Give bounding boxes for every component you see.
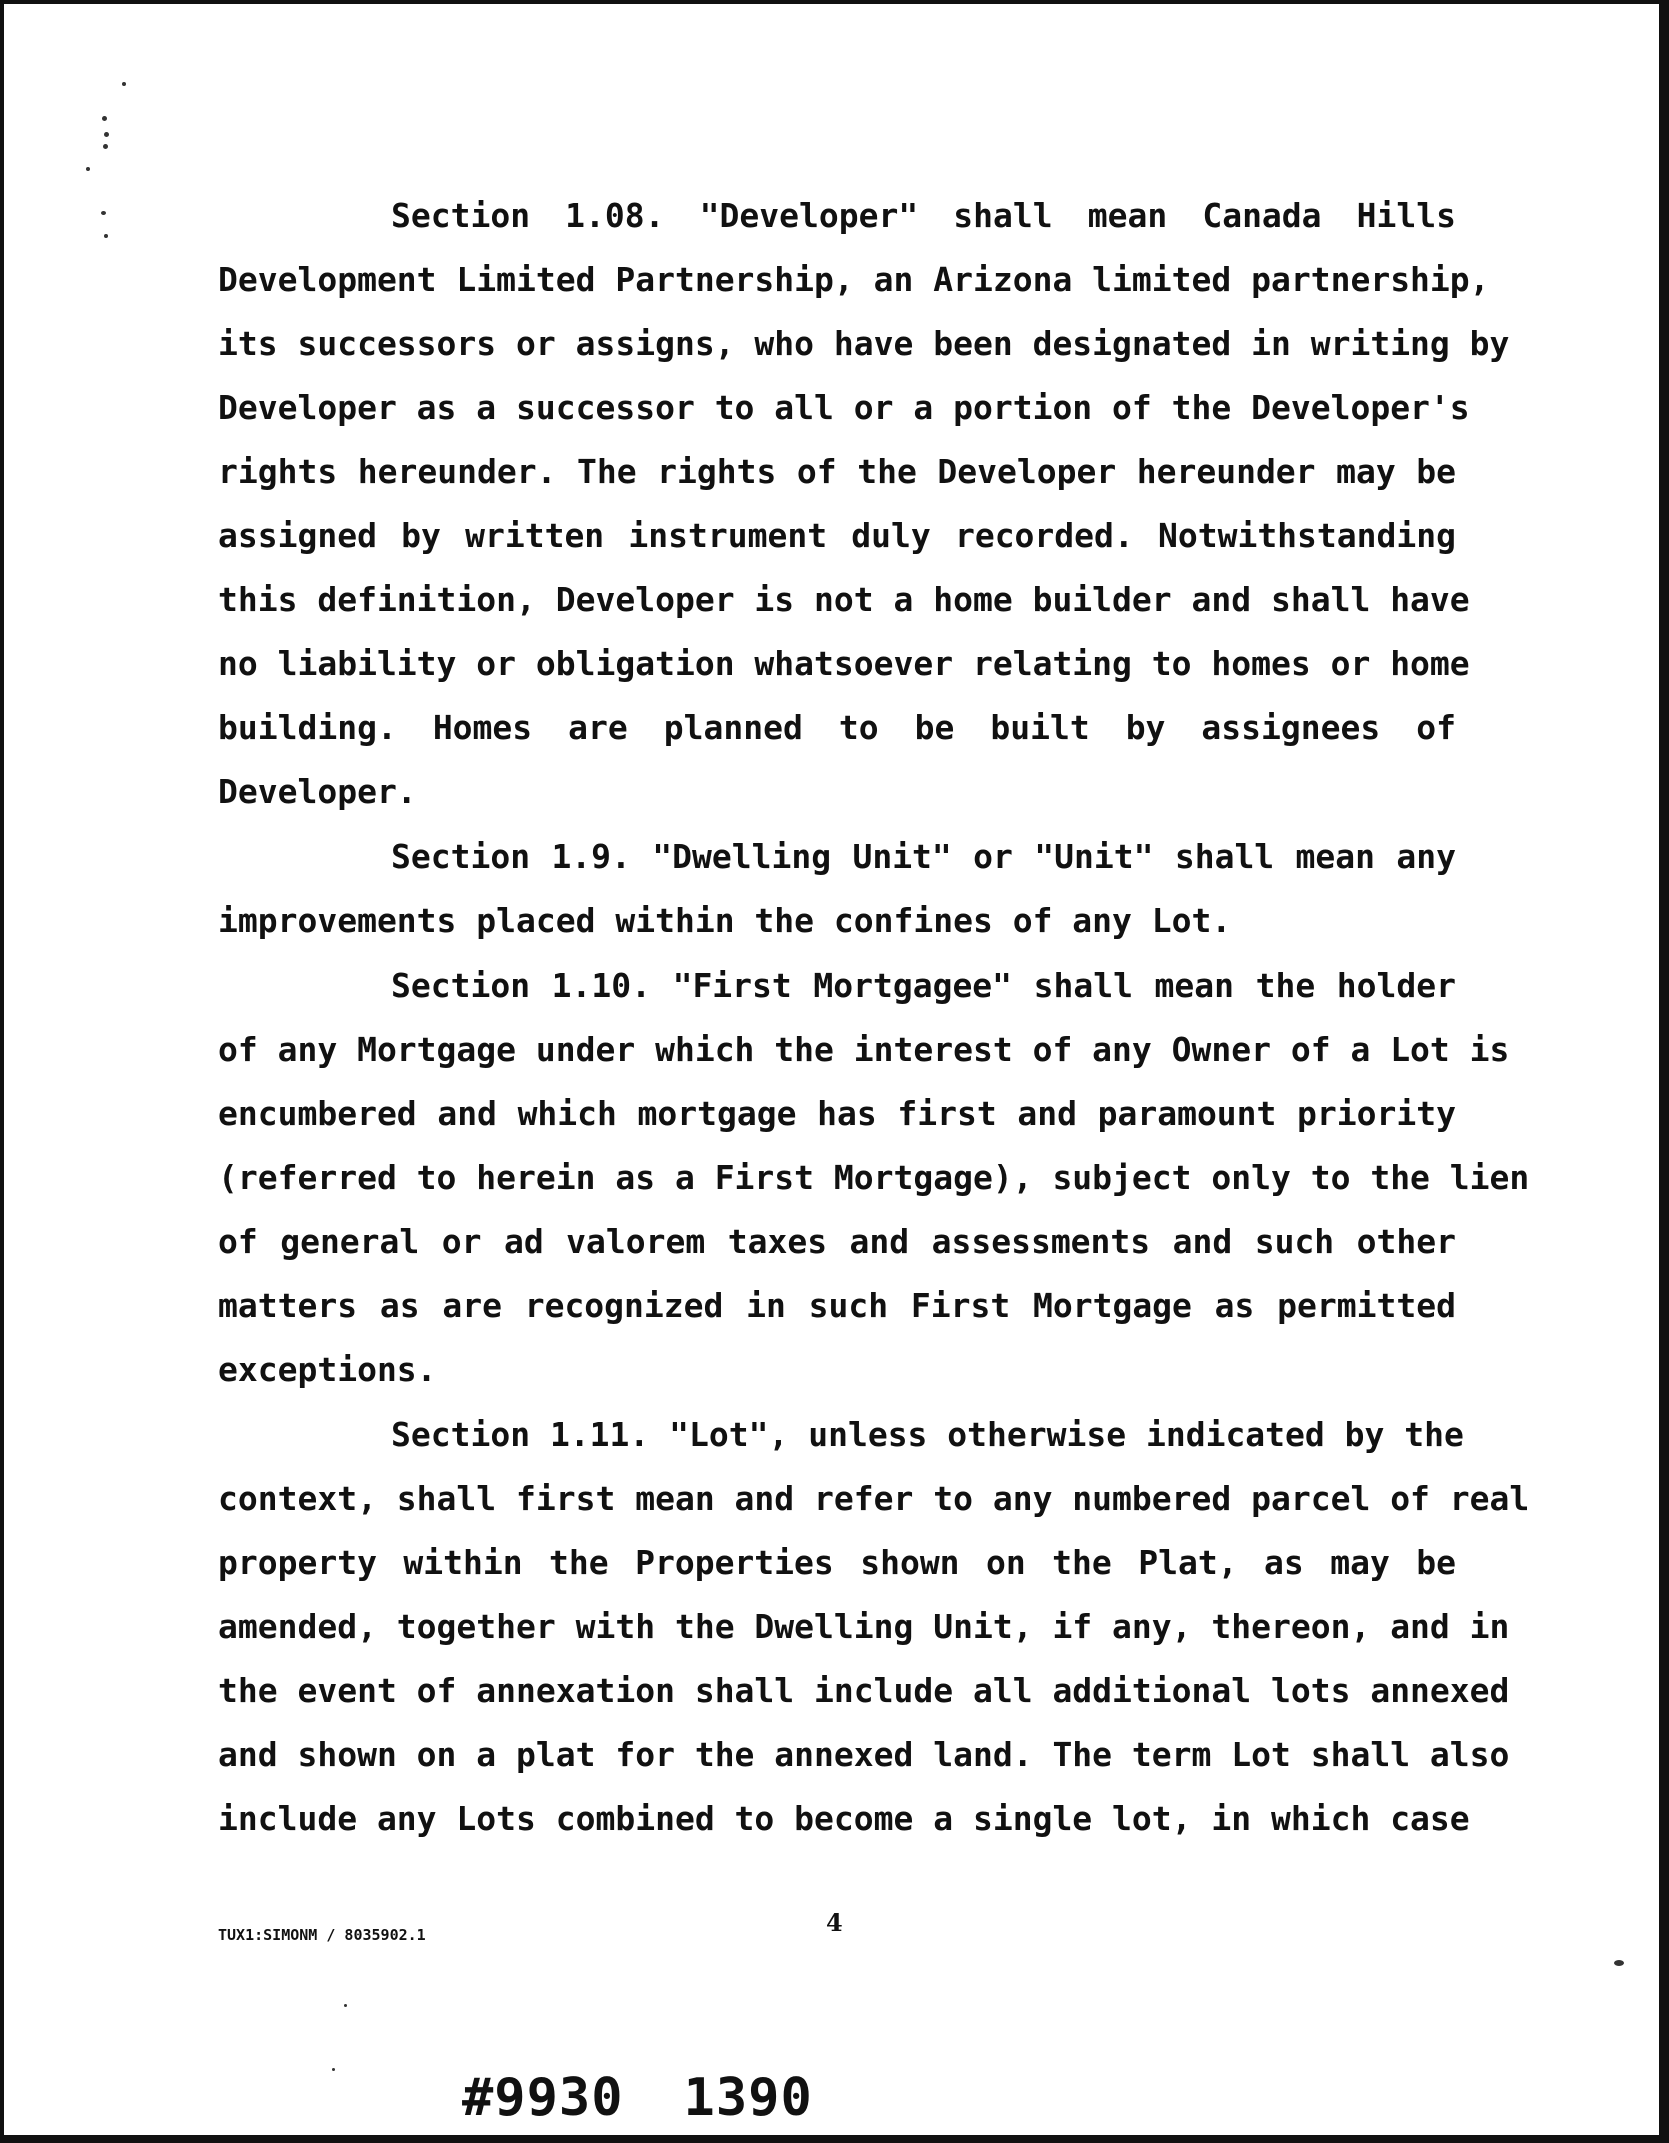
text-line: Developer. [218,772,417,811]
text-line: exceptions. [218,1350,437,1389]
text-line: and shown on a plat for the annexed land. The term Lot shall also [218,1735,1510,1774]
text-line: rights hereunder. The rights of the Developer hereunder may be [218,452,1456,491]
scan-speck [332,2068,335,2071]
stamp-right-number: 1390 [683,2068,813,2128]
text-line: no liability or obligation whatsoever relating to homes or home [218,644,1470,683]
text-line: Section 1.11. "Lot", unless otherwise indicated by the [391,1415,1464,1454]
scan-speck [101,211,106,215]
text-line: matters as are recognized in such First Mortgage as permitted [218,1286,1456,1325]
scan-speck [344,2004,347,2007]
recording-stamp [462,2068,813,2128]
text-line: amended, together with the Dwelling Unit, if any, thereon, and in [218,1607,1510,1646]
text-line: of general or ad valorem taxes and assessments and such other [218,1222,1456,1261]
text-line: context, shall first mean and refer to any numbered parcel of real [218,1479,1530,1518]
text-line: this definition, Developer is not a home builder and shall have [218,580,1470,619]
text-line: the event of annexation shall include all additional lots annexed [218,1671,1510,1710]
stamp-left-number: #9930 [462,2068,624,2128]
scan-speck [103,144,108,149]
text-line: Section 1.9. "Dwelling Unit" or "Unit" shall mean any [391,837,1456,876]
scan-speck [104,234,108,238]
text-line: Section 1.08. "Developer" shall mean Canada Hills [391,196,1456,235]
text-line: of any Mortgage under which the interest of any Owner of a Lot is [218,1030,1510,1069]
scan-speck [86,167,90,171]
text-line: its successors or assigns, who have been designated in writing by [218,324,1510,363]
text-line: Developer as a successor to all or a portion of the Developer's [218,388,1470,427]
scan-speck [104,132,109,137]
page-number: 4 [826,1908,843,1937]
text-line: Development Limited Partnership, an Arizona limited partnership, [218,260,1490,299]
text-line: property within the Properties shown on the Plat, as may be [218,1543,1456,1582]
document-code: TUX1:SIMONM / 8035902.1 [218,1926,426,1944]
document-page [4,4,1659,2135]
text-line: building. Homes are planned to be built by assignees of [218,708,1456,747]
scan-speck [122,82,126,86]
scan-speck [1614,1960,1624,1966]
scan-speck [102,116,107,121]
text-line: improvements placed within the confines of any Lot. [218,901,1232,940]
text-line: Section 1.10. "First Mortgagee" shall mean the holder [391,966,1456,1005]
text-line: encumbered and which mortgage has first and paramount priority [218,1094,1456,1133]
text-line: assigned by written instrument duly recorded. Notwithstanding [218,516,1456,555]
text-line: include any Lots combined to become a single lot, in which case [218,1799,1470,1838]
text-line: (referred to herein as a First Mortgage), subject only to the lien [218,1158,1530,1197]
